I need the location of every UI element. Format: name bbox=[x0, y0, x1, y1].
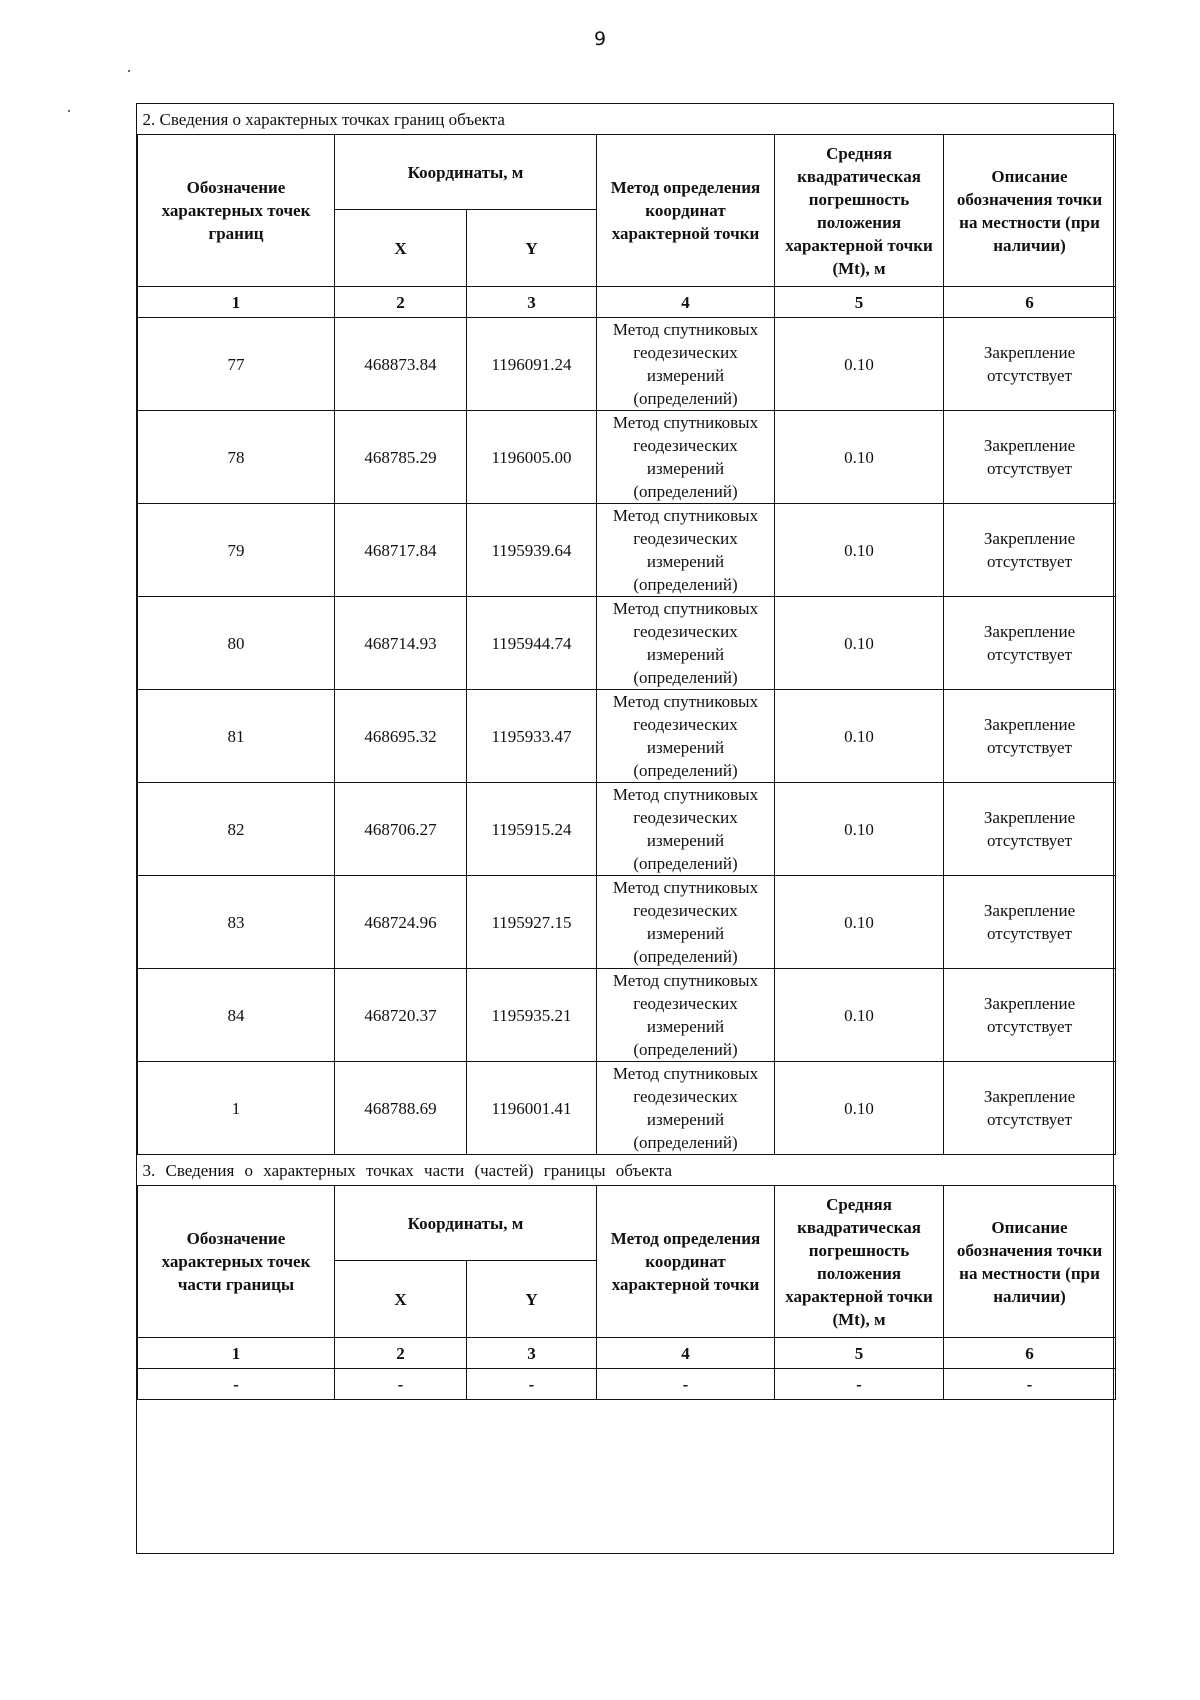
header-coordinates: Координаты, м bbox=[335, 135, 597, 210]
coordinate-x: 468873.84 bbox=[335, 318, 467, 411]
column-number: 5 bbox=[775, 1338, 944, 1369]
section2-title: 2. Сведения о характерных точках границ объекта bbox=[138, 104, 1116, 135]
column-number: 1 bbox=[138, 1338, 335, 1369]
description-cell: Закрепление отсутствует bbox=[944, 318, 1116, 411]
coordinate-y: 1196001.41 bbox=[467, 1062, 597, 1155]
header-description: Описание обозначения точки на местности (при наличии) bbox=[944, 135, 1116, 287]
table-row bbox=[138, 597, 1116, 690]
point-number: 80 bbox=[138, 597, 335, 690]
empty-cell: - bbox=[138, 1369, 335, 1400]
coordinate-y: 1195933.47 bbox=[467, 690, 597, 783]
header-description: Описание обозначения точки на местности (при наличии) bbox=[944, 1186, 1116, 1338]
mean-error-value: 0.10 bbox=[775, 318, 944, 411]
coordinate-x: 468724.96 bbox=[335, 876, 467, 969]
column-number: 1 bbox=[138, 287, 335, 318]
header-y: Y bbox=[467, 210, 597, 287]
coordinate-y: 1195927.15 bbox=[467, 876, 597, 969]
header-method: Метод определения координат характерной точки bbox=[597, 1186, 775, 1338]
method-cell: Метод спутниковых геодезических измерений (определений) bbox=[597, 1062, 775, 1155]
header-method: Метод определения координат характерной точки bbox=[597, 135, 775, 287]
column-number: 3 bbox=[467, 287, 597, 318]
description-cell: Закрепление отсутствует bbox=[944, 690, 1116, 783]
coordinate-x: 468706.27 bbox=[335, 783, 467, 876]
method-cell: Метод спутниковых геодезических измерений (определений) bbox=[597, 411, 775, 504]
description-cell: Закрепление отсутствует bbox=[944, 876, 1116, 969]
column-number: 4 bbox=[597, 1338, 775, 1369]
coordinate-y: 1195944.74 bbox=[467, 597, 597, 690]
empty-cell: - bbox=[467, 1369, 597, 1400]
mean-error-value: 0.10 bbox=[775, 1062, 944, 1155]
coordinate-x: 468714.93 bbox=[335, 597, 467, 690]
document-table-frame bbox=[136, 103, 1114, 1554]
method-cell: Метод спутниковых геодезических измерений (определений) bbox=[597, 597, 775, 690]
header-y: Y bbox=[467, 1261, 597, 1338]
coordinate-y: 1195935.21 bbox=[467, 969, 597, 1062]
point-number: 78 bbox=[138, 411, 335, 504]
section3-title: 3. Сведения о характерных точках части (частей) границы объекта bbox=[138, 1155, 1116, 1186]
point-number: 79 bbox=[138, 504, 335, 597]
table-row bbox=[138, 690, 1116, 783]
header-x: X bbox=[335, 210, 467, 287]
page-number: 9 bbox=[593, 28, 607, 50]
section2-table bbox=[137, 104, 1116, 1400]
header-point-designation: Обозначение характерных точек границ bbox=[138, 135, 335, 287]
coordinate-x: 468720.37 bbox=[335, 969, 467, 1062]
table-row bbox=[138, 969, 1116, 1062]
header-coordinates: Координаты, м bbox=[335, 1186, 597, 1261]
point-number: 83 bbox=[138, 876, 335, 969]
coordinate-y: 1196005.00 bbox=[467, 411, 597, 504]
scan-speck bbox=[68, 110, 70, 112]
coordinate-y: 1196091.24 bbox=[467, 318, 597, 411]
method-cell: Метод спутниковых геодезических измерений (определений) bbox=[597, 504, 775, 597]
mean-error-value: 0.10 bbox=[775, 597, 944, 690]
method-cell: Метод спутниковых геодезических измерений (определений) bbox=[597, 690, 775, 783]
description-cell: Закрепление отсутствует bbox=[944, 504, 1116, 597]
header-x: X bbox=[335, 1261, 467, 1338]
table-row bbox=[138, 504, 1116, 597]
method-cell: Метод спутниковых геодезических измерений (определений) bbox=[597, 318, 775, 411]
column-number: 6 bbox=[944, 1338, 1116, 1369]
point-number: 84 bbox=[138, 969, 335, 1062]
empty-cell: - bbox=[597, 1369, 775, 1400]
mean-error-value: 0.10 bbox=[775, 504, 944, 597]
mean-error-value: 0.10 bbox=[775, 690, 944, 783]
coordinate-x: 468695.32 bbox=[335, 690, 467, 783]
empty-cell: - bbox=[335, 1369, 467, 1400]
coordinate-x: 468785.29 bbox=[335, 411, 467, 504]
header-point-designation: Обозначение характерных точек части границы bbox=[138, 1186, 335, 1338]
method-cell: Метод спутниковых геодезических измерений (определений) bbox=[597, 783, 775, 876]
point-number: 1 bbox=[138, 1062, 335, 1155]
scan-speck bbox=[128, 70, 130, 72]
description-cell: Закрепление отсутствует bbox=[944, 597, 1116, 690]
column-number: 3 bbox=[467, 1338, 597, 1369]
description-cell: Закрепление отсутствует bbox=[944, 969, 1116, 1062]
empty-cell: - bbox=[775, 1369, 944, 1400]
description-cell: Закрепление отсутствует bbox=[944, 783, 1116, 876]
method-cell: Метод спутниковых геодезических измерений (определений) bbox=[597, 969, 775, 1062]
table-row bbox=[138, 876, 1116, 969]
column-number: 4 bbox=[597, 287, 775, 318]
coordinate-y: 1195915.24 bbox=[467, 783, 597, 876]
point-number: 82 bbox=[138, 783, 335, 876]
mean-error-value: 0.10 bbox=[775, 969, 944, 1062]
point-number: 81 bbox=[138, 690, 335, 783]
column-number: 5 bbox=[775, 287, 944, 318]
point-number: 77 bbox=[138, 318, 335, 411]
description-cell: Закрепление отсутствует bbox=[944, 411, 1116, 504]
description-cell: Закрепление отсутствует bbox=[944, 1062, 1116, 1155]
header-mean-error: Средняя квадратическая погрешность положения характерной точки (Mt), м bbox=[775, 135, 944, 287]
header-mean-error: Средняя квадратическая погрешность положения характерной точки (Mt), м bbox=[775, 1186, 944, 1338]
table-row bbox=[138, 318, 1116, 411]
column-number: 2 bbox=[335, 1338, 467, 1369]
empty-cell: - bbox=[944, 1369, 1116, 1400]
column-number: 6 bbox=[944, 287, 1116, 318]
table-row bbox=[138, 411, 1116, 504]
table-row bbox=[138, 783, 1116, 876]
method-cell: Метод спутниковых геодезических измерений (определений) bbox=[597, 876, 775, 969]
mean-error-value: 0.10 bbox=[775, 876, 944, 969]
coordinate-y: 1195939.64 bbox=[467, 504, 597, 597]
column-number: 2 bbox=[335, 287, 467, 318]
mean-error-value: 0.10 bbox=[775, 411, 944, 504]
coordinate-x: 468788.69 bbox=[335, 1062, 467, 1155]
mean-error-value: 0.10 bbox=[775, 783, 944, 876]
coordinate-x: 468717.84 bbox=[335, 504, 467, 597]
table-row bbox=[138, 1062, 1116, 1155]
